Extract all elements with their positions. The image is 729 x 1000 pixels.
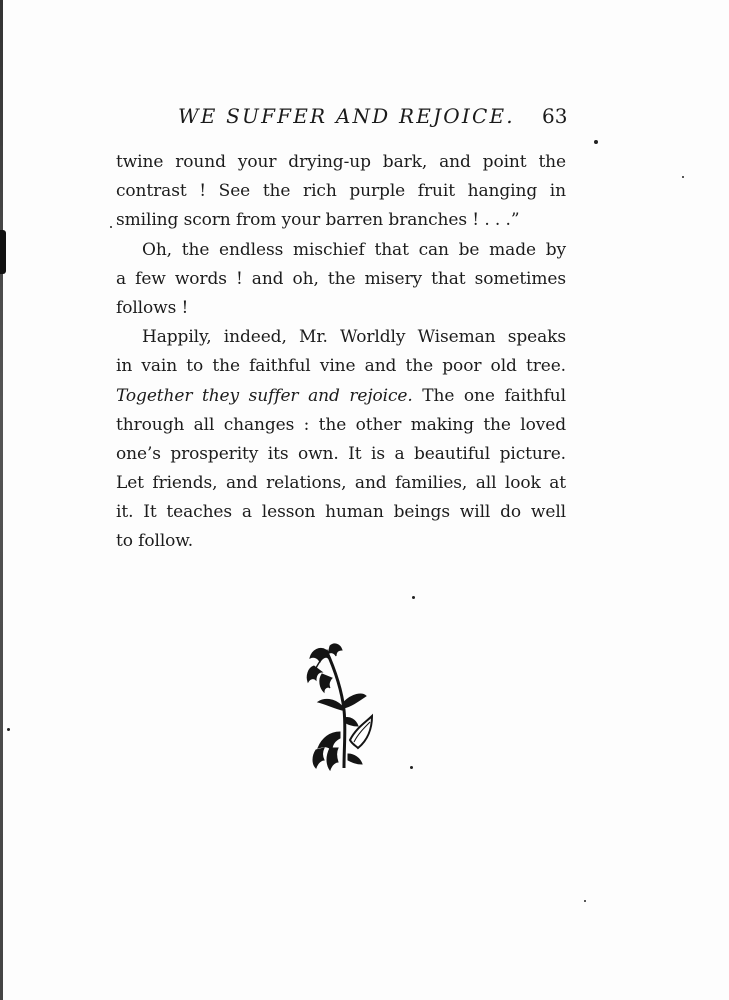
page-left-edge: [0, 0, 3, 1000]
text-line: to follow.: [116, 531, 194, 552]
bellflower-sprig-icon: [300, 636, 380, 776]
text-line: twine round your drying-up bark, and point the: [116, 152, 566, 172]
ink-speck: [412, 596, 415, 599]
italic-phrase: Together they suffer and rejoice.: [116, 385, 413, 406]
text-line: a few words ! and oh, the misery that sometimes: [116, 268, 566, 289]
text-line-rest: The one faithful: [422, 385, 566, 406]
running-title: WE SUFFER AND REJOICE.: [178, 104, 515, 128]
ink-speck: [410, 766, 413, 769]
text-line: Let friends, and relations, and families, all look at: [116, 473, 566, 494]
ink-speck: [594, 140, 598, 144]
text-line: Oh, the endless mischief that can be made by: [142, 239, 566, 260]
ink-speck: [682, 176, 684, 178]
text-line: contrast ! See the rich purple fruit hanging in: [116, 181, 566, 202]
ink-speck: [7, 728, 10, 731]
text-line: Happily, indeed, Mr. Worldly Wiseman speaks: [142, 327, 566, 348]
running-head: [168, 104, 568, 134]
text-line: in vain to the faithful vine and the poor old tree.: [116, 356, 566, 377]
text-line: one’s prosperity its own. It is a beautiful picture.: [116, 443, 566, 464]
body-text: [116, 148, 566, 557]
text-line: smiling scorn from your barren branches ! . . .”: [116, 210, 520, 231]
page-number: 63: [542, 104, 568, 128]
page-edge-mark: [0, 230, 6, 274]
ink-speck: [110, 226, 112, 228]
ink-speck: [584, 900, 586, 902]
text-line: it. It teaches a lesson human beings will do well: [116, 502, 566, 523]
text-line: through all changes : the other making the loved: [116, 414, 566, 435]
text-line: [116, 382, 566, 411]
text-line: follows !: [116, 297, 189, 318]
